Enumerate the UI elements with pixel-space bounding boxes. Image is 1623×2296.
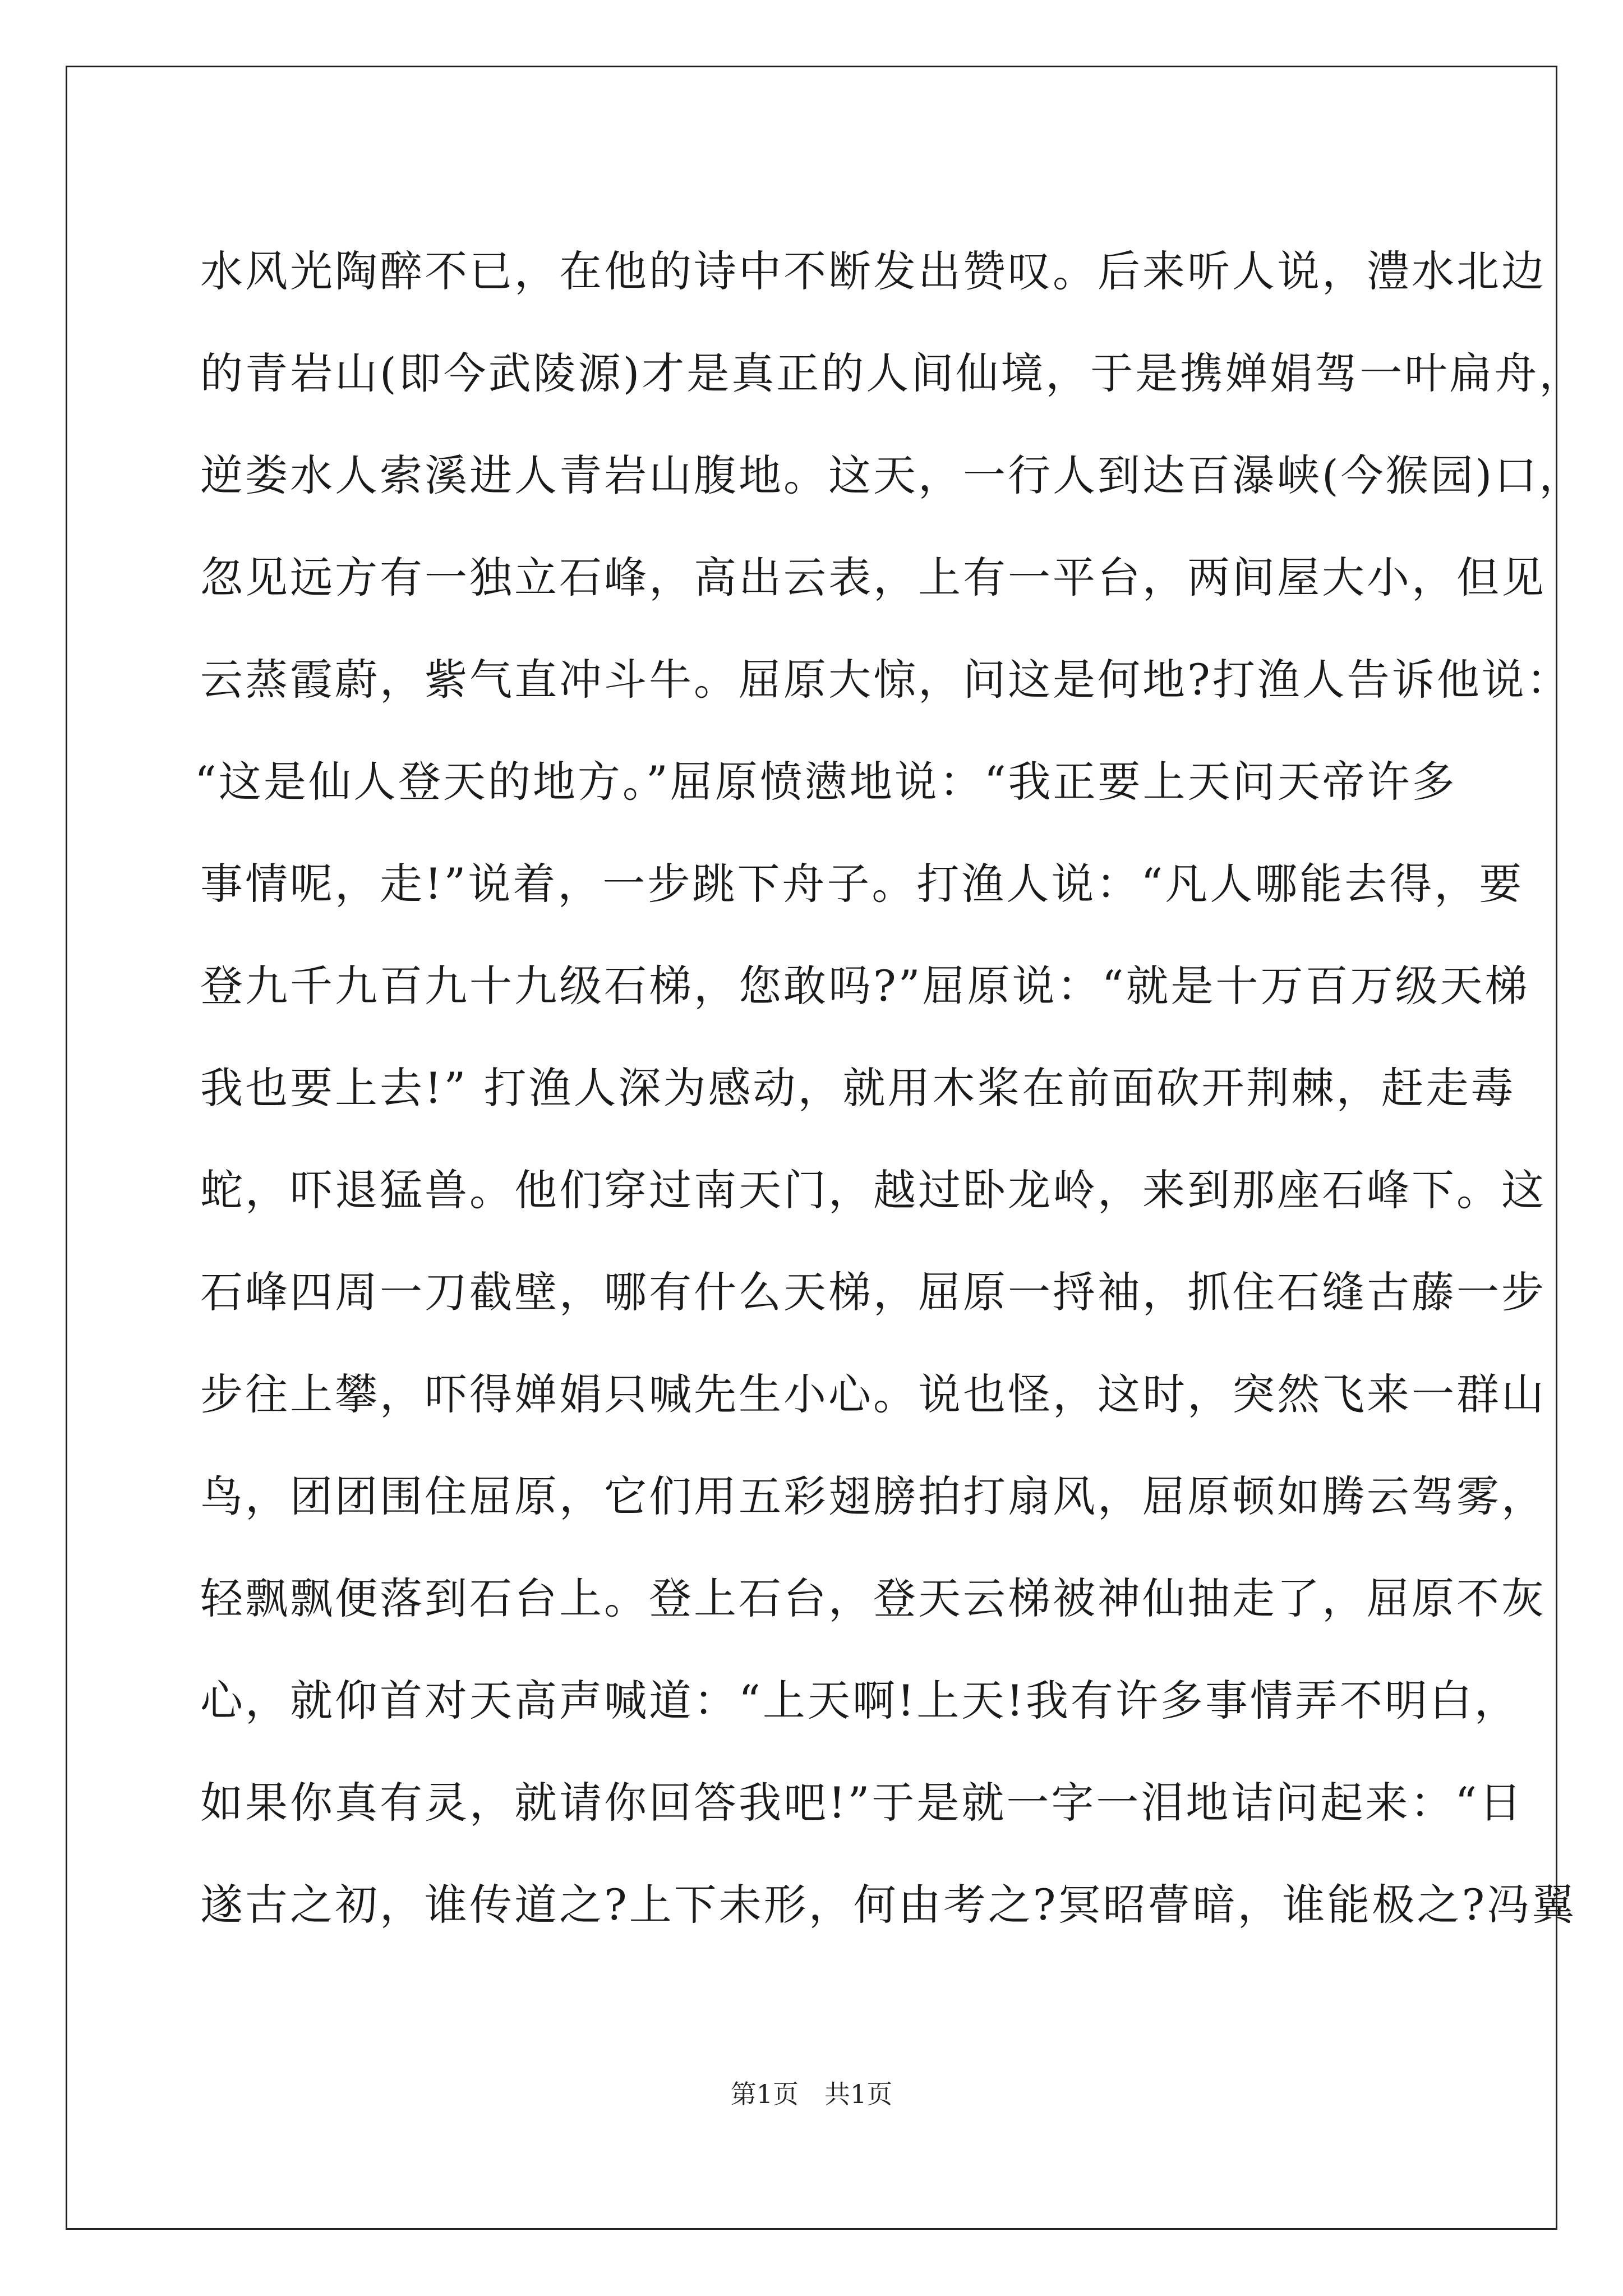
text-line: 逆娄水人索溪进人青岩山腹地。这天，一行人到达百瀑峡(今猴园)口， bbox=[200, 450, 1584, 500]
text-line: 事情呢，走!”说着，一步跳下舟子。打渔人说：“凡人哪能去得，要 bbox=[200, 859, 1524, 909]
text-line: 云蒸霞蔚，紫气直冲斗牛。屈原大惊，问这是何地?打渔人告诉他说： bbox=[200, 655, 1571, 705]
text-line: 的青岩山(即今武陵源)才是真正的人间仙境，于是携婵娟驾一叶扁舟， bbox=[200, 348, 1584, 398]
text-line: “这是仙人登天的地方。”屈原愤懑地说：“我正要上天问天帝许多 bbox=[195, 757, 1457, 807]
text-line: 轻飘飘便落到石台上。登上石台，登天云梯被神仙抽走了，屈原不灰 bbox=[200, 1573, 1546, 1623]
document-body bbox=[195, 220, 1584, 1956]
text-line: 石峰四周一刀截壁，哪有什么天梯，屈原一捋袖，抓住石缝古藤一步 bbox=[200, 1267, 1546, 1317]
text-line: 鸟，团团围住屈原，它们用五彩翅膀拍打扇风，屈原顿如腾云驾雾， bbox=[200, 1471, 1546, 1521]
page-number: 第1页 共1页 bbox=[730, 2079, 893, 2109]
text-line: 心，就仰首对天高声喊道：“上天啊!上天!我有许多事情弄不明白， bbox=[200, 1676, 1519, 1726]
text-line: 登九千九百九十九级石梯，您敢吗?”屈原说：“就是十万百万级天梯 bbox=[200, 961, 1530, 1011]
text-line: 步往上攀，吓得婵娟只喊先生小心。说也怪，这时，突然飞来一群山 bbox=[200, 1369, 1546, 1419]
text-line: 水风光陶醉不已，在他的诗中不断发出赞叹。后来听人说，澧水北边 bbox=[200, 246, 1546, 296]
text-line: 我也要上去!” 打渔人深为感动，就用木桨在前面砍开荆棘，赶走毒 bbox=[200, 1063, 1516, 1113]
text-line: 遂古之初，谁传道之?上下未形，何由考之?冥昭瞢暗，谁能极之?冯翼 bbox=[200, 1880, 1577, 1930]
text-line: 如果你真有灵，就请你回答我吧!”于是就一字一泪地诘问起来：“日 bbox=[200, 1778, 1524, 1828]
text-line: 忽见远方有一独立石峰，高出云表，上有一平台，两间屋大小，但见 bbox=[200, 553, 1546, 602]
text-line: 蛇，吓退猛兽。他们穿过南天门，越过卧龙岭，来到那座石峰下。这 bbox=[200, 1165, 1546, 1215]
